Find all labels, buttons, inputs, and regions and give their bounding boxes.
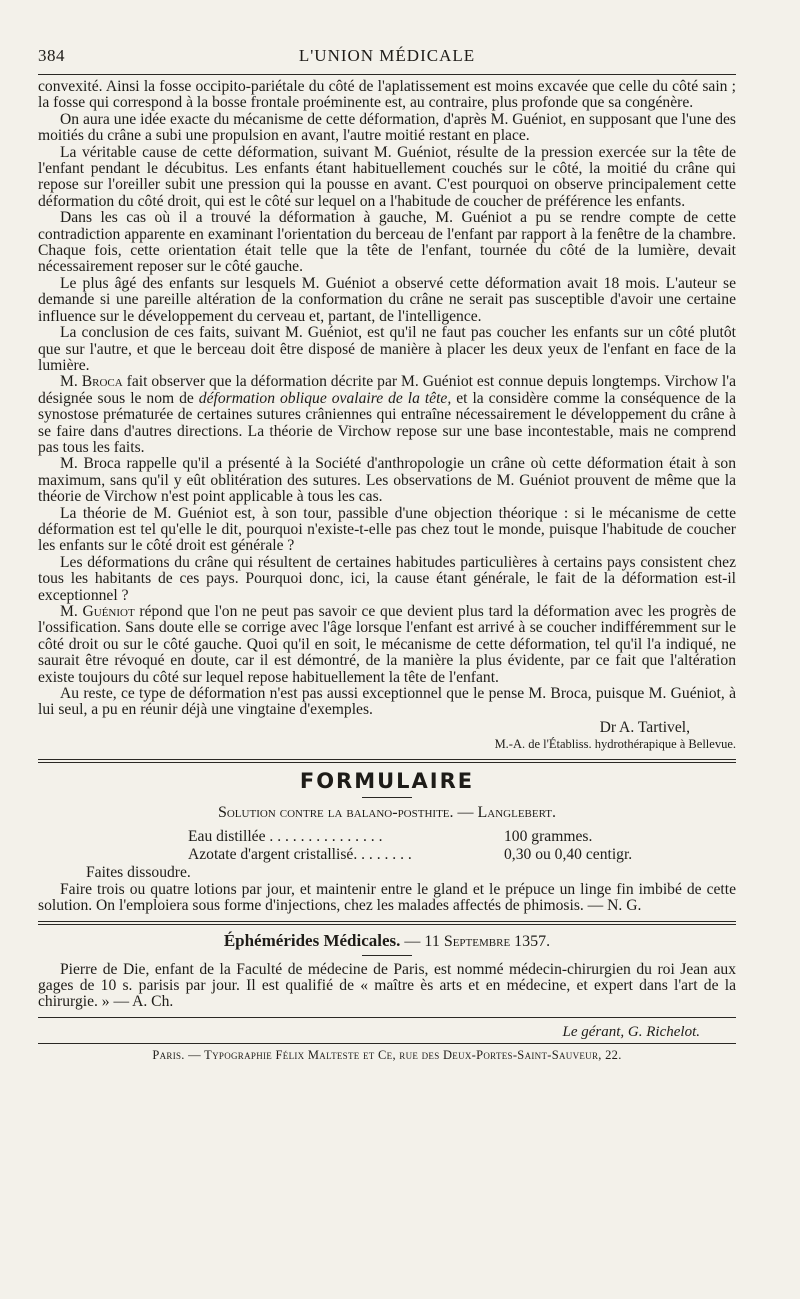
paragraph-text: fait observer que la déformation décrite par M. Guéniot est connue depuis longtemps. Virchow l'a désignée sous le nom de — [38, 373, 737, 407]
section-divider — [38, 921, 736, 925]
article-body — [38, 79, 736, 719]
section-divider — [38, 759, 736, 763]
gueniot-paragraph — [38, 604, 736, 686]
footer-rule — [38, 1043, 736, 1044]
page-number: 384 — [38, 46, 65, 65]
usage-paragraph: Faire trois ou quatre lotions par jour, et maintenir entre le gland et le prépuce un linge fin imbibé de cette solution. On l'emploiera sous forme d'injections, chez les malades affectés de phimosis. — N. G. — [38, 880, 736, 915]
ingredient-qty: 0,30 ou 0,40 centigr. — [504, 845, 633, 863]
footer-rule — [38, 1017, 736, 1018]
article-paragraph: Dans les cas où il a trouvé la déformation à gauche, M. Guéniot a pu se rendre compte de cette contradiction apparente en examinant l'orientation du berceau de l'enfant par rapport à la fenêtre de la chambre. Chaque fois, cette orientation était telle que la tête de l'enfant, tournée du côté de la lumière, devait nécessairement reposer sur le côté gauche. — [38, 209, 736, 276]
formulaire-title: FORMULAIRE — [299, 768, 475, 793]
ingredient-qty: 100 grammes. — [504, 827, 593, 845]
broca-paragraph — [38, 374, 736, 456]
header-rule — [38, 74, 736, 75]
article-paragraph: convexité. Ainsi la fosse occipito-pariétale du côté de l'aplatissement est moins excavée que celle du côté sain ; la fosse qui correspond à la bosse frontale proéminente est, au contraire, plus profonde que sa congénère. — [38, 78, 736, 112]
paragraph-text: et la considère comme la conséquence de la synostose prématurée de certaines sutures crâniennes qui entraîne nécessairement le développement du crâne à se faire dans d'autres directions. La théorie de Virchow repose sur une base incontestable, mais ne comprend pas tous les faits. — [38, 389, 736, 456]
article-paragraph: Le plus âgé des enfants sur lesquels M. Guéniot a observé cette déformation avait 18 mois. L'auteur se demande si une pareille altération de la conformation du crâne ne serait pas susceptible d'avoir une certaine influence sur le développement du cerveau et, partant, de l'intelligence. — [38, 274, 736, 325]
article-paragraph: On aura une idée exacte du mécanisme de cette déformation, d'après M. Guéniot, en supposant que l'une des moitiés du crâne a subi une propulsion en avant, l'autre moitié restant en place. — [38, 110, 736, 145]
short-divider — [362, 797, 412, 798]
article-paragraph: Les déformations du crâne qui résultent de certaines habitudes particulières à certains pays consistent chez tous les habitants de ces pays. Pourquoi donc, ici, la cause étant générale, le fait de la déformation est-il exceptionnel ? — [38, 553, 736, 604]
author-role: M.-A. de l'Établiss. hydrothérapique à Bellevue. — [494, 736, 736, 751]
ephemerides-heading — [38, 931, 736, 951]
ephemerides-title: Éphémérides Médicales. — [223, 930, 401, 950]
gerant-line: Le gérant, G. Richelot. — [562, 1023, 700, 1040]
speaker-name: M. Broca — [60, 373, 123, 391]
ingredient-row — [38, 846, 736, 864]
recipe-usage — [38, 882, 736, 915]
short-divider — [362, 955, 412, 956]
article-paragraph: Au reste, ce type de déformation n'est pas aussi exceptionnel que le pense M. Broca, puisque M. Guéniot, à lui seul, a pu en réunir déjà une vingtaine d'exemples. — [38, 685, 736, 719]
recipe-title: Solution contre la balano-posthite. — Langlebert. — [217, 803, 557, 821]
ingredient-name: Eau distillée . . . . . . . . . . . . . . . — [188, 827, 383, 845]
recipe-instruction: Faites dissoudre. — [86, 863, 191, 881]
ephemerides-date: — 11 Septembre 1357. — [400, 932, 551, 950]
page-footer — [38, 1017, 736, 1063]
ingredient-row — [38, 828, 736, 846]
page-header — [38, 36, 736, 70]
ingredient-name: Azotate d'argent cristallisé. . . . . . . . — [188, 845, 412, 863]
article-paragraph: M. Broca rappelle qu'il a présenté à la Société d'anthropologie un crâne où cette déformation était à son maximum, sans qu'il y eût oblitération des sutures. Les observations de M. Guéniot prouvent de même que la théorie de Virchow n'est point applicable à tous les cas. — [38, 455, 736, 506]
article-paragraph: La véritable cause de cette déformation, suivant M. Guéniot, résulte de la pression exercée sur la tête de l'enfant pendant le décubitus. Les enfants étant habituellement couchés sur le côté, la moitié du crâne qui repose sur l'oreiller subit une pression qui la pousse en avant. C'est pourquoi on observe principalement cette déformation du côté droit, qui est le côté sur lequel on a l'habitude de coucher de préférence les enfants. — [38, 143, 736, 210]
speaker-name: M. Guéniot — [60, 603, 135, 620]
journal-title: L'UNION MÉDICALE — [298, 46, 476, 65]
article-paragraph: La conclusion de ces faits, suivant M. Guéniot, est qu'il ne faut pas coucher les enfants sur un côté plutôt que sur l'autre, et que le berceau doit être disposé de manière à placer les deux yeux de l'enfant en face de la lumière. — [38, 324, 736, 374]
paragraph-text: répond que l'on ne peut pas savoir ce que devient plus tard la déformation avec les progrès de l'ossification. Sans doute elle se corrige avec l'âge lorsque l'enfant est arrivé à se coucher indifféremment sur le côté droit ou sur le côté gauche. Quoi qu'il en soit, le mécanisme de cette déformation, tel qu'il l'a indiqué, ne saurait être révoqué en doute, car il est démontré, de la manière la plus évidente, par ce fait que l'altération existe toujours du côté sur lequel repose habituellement la tête de l'enfant. — [38, 603, 736, 686]
italic-term: déformation oblique ovalaire de la tête, — [198, 389, 452, 407]
printer-imprint: Paris. — Typographie Félix Malteste et Ce, rue des Deux-Portes-Saint-Sauveur, 22. — [152, 1047, 622, 1062]
article-paragraph: La théorie de M. Guéniot est, à son tour, passible d'une objection théorique : si le mécanisme de cette déformation est tel qu'elle le dit, pourquoi n'existe-t-elle pas chez tout le monde, puisque l'habitude de coucher les enfants sur le côté droit est générale ? — [38, 504, 736, 555]
ephemerides-paragraph: Pierre de Die, enfant de la Faculté de médecine de Paris, est nommé médecin-chirurgien du roi Jean aux gages de 10 s. parisis par jour. Il est qualifié de « maître ès arts et en médecine, et expert dans l'art de la chirurgie. » — A. Ch. — [38, 960, 736, 1011]
ephemerides-body — [38, 962, 736, 1011]
author-signature: Dr A. Tartivel, — [599, 718, 690, 736]
